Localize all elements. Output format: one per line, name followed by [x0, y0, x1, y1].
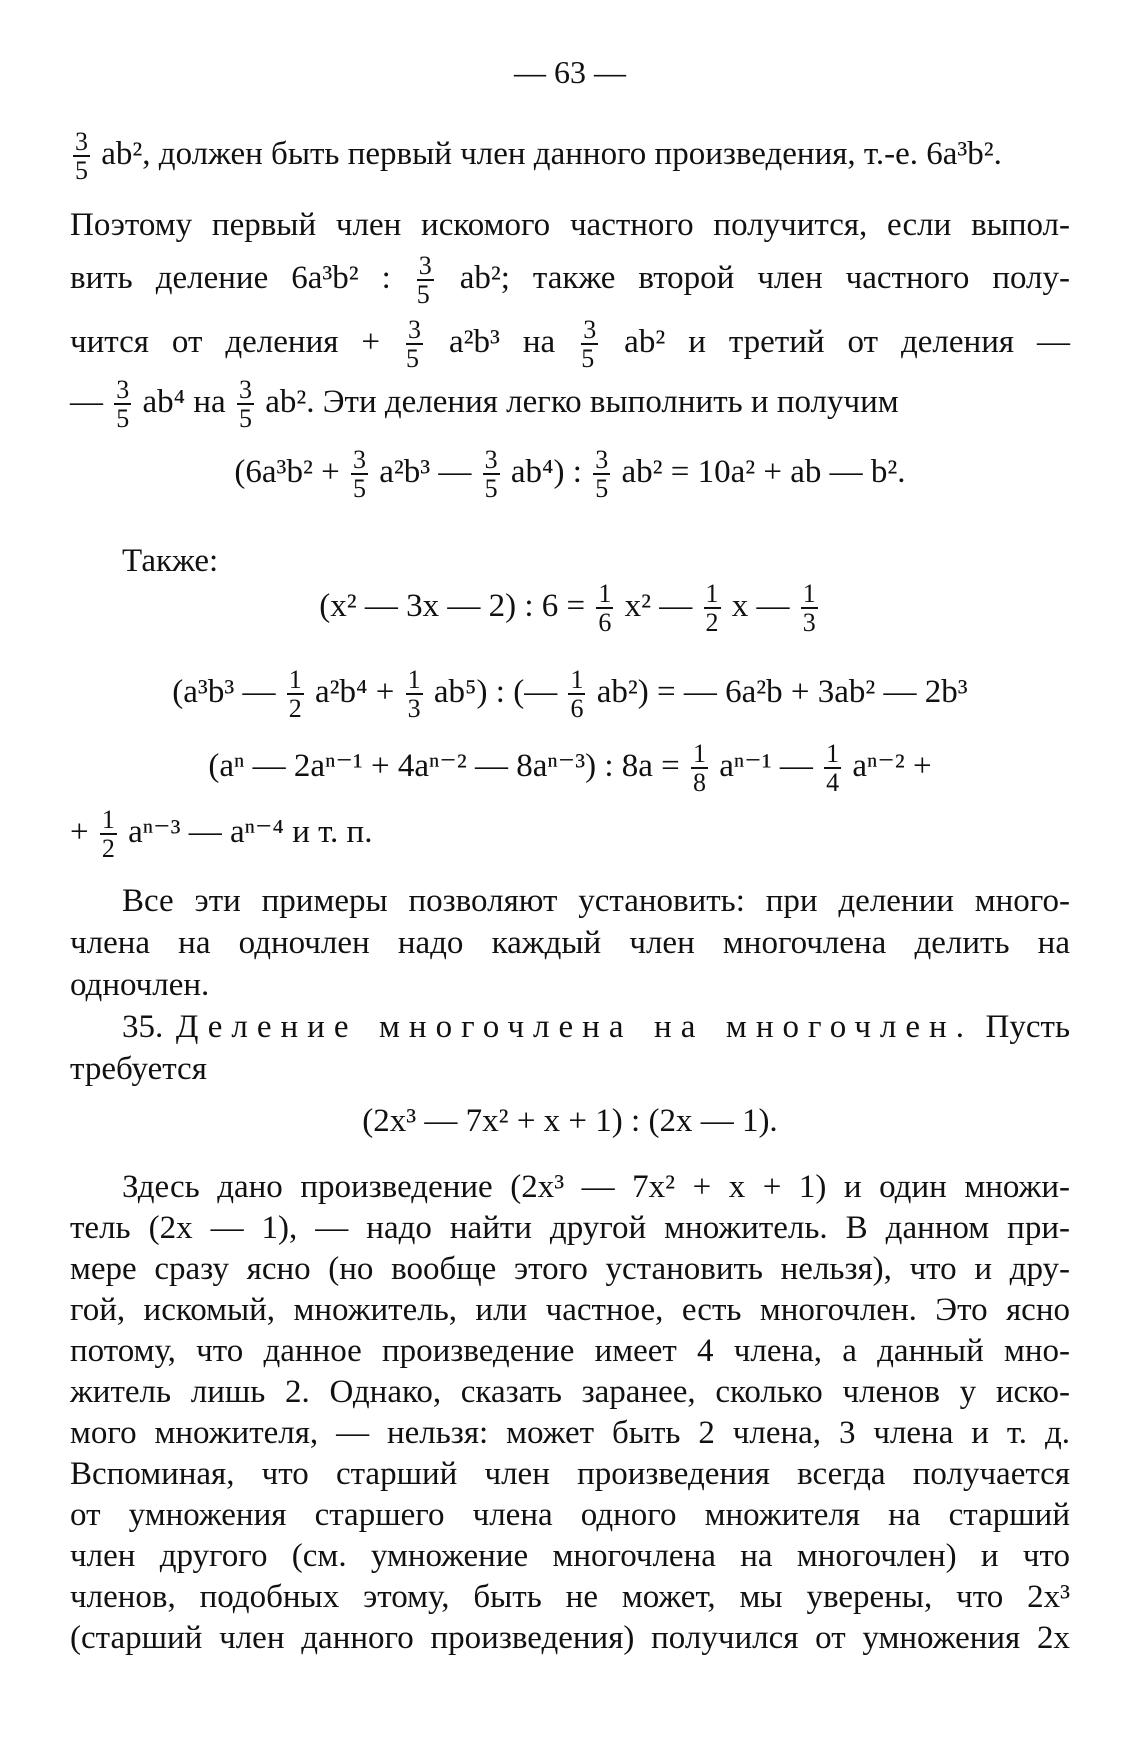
text-line-13: Все эти примеры позволяют установить: при делении много- — [122, 883, 1070, 919]
text-line-4: чится от деления + $\frac{3}{5}$ a²b³ на $\frac{3}{5}$ ab² и третий от деления — — [70, 315, 1071, 374]
formula-6: (2x³ — 7x² + x + 1) : (2x — 1). — [362, 1103, 778, 1139]
page-number: — 63 — — [514, 54, 626, 90]
text-line-p2: тель (2x — 1), — надо найти другой множитель. В данном при- — [70, 1210, 1070, 1246]
text-line-p10: член другого (см. умножение многочлена на многочлен) и что — [70, 1538, 1070, 1574]
section-title: Деление многочлена на многочлен. — [175, 1009, 973, 1045]
fraction: $\frac{3}{5}$ — [75, 127, 88, 186]
text-line-p12: (старший член данного произведения) получился от умножения 2x — [70, 1620, 1070, 1656]
text-line-p6: житель лишь 2. Однако, сказать заранее, сколько членов у иско- — [70, 1374, 1070, 1410]
text-line-p9: от умножения старшего члена одного множителя на старший — [70, 1497, 1070, 1533]
text-line-3: вить деление 6a³b² : $\frac{3}{5}$ ab²; также второй член частного полу- — [70, 251, 1071, 310]
text-line-p4: гой, искомый, множитель, или частное, есть многочлен. Это ясно — [70, 1292, 1070, 1328]
text-line-17: требуется — [70, 1051, 207, 1087]
section-heading-35: 35. Деление многочлена на многочлен. Пусть — [122, 1009, 1070, 1045]
text-line-p7: мого множителя, — нельзя: может быть 2 члена, 3 члена и т. д. — [70, 1415, 1070, 1451]
formula-2: (x² — 3x — 2) : 6 = $\frac{1}{6}$ x² — $\frac{1}{2}$ x — $\frac{1}{3}$ — [319, 579, 816, 638]
text-line-p11: членов, подобных этому, быть не может, мы уверены, что 2x³ — [70, 1579, 1070, 1615]
text-line-p3: мере сразу ясно (но вообще этого установить нельзя), что и дру- — [70, 1251, 1070, 1287]
text-line-p1: Здесь дано произведение (2x³ — 7x² + x + 1) и один множи- — [122, 1169, 1070, 1205]
text-line-15: одночлен. — [70, 967, 210, 1003]
text-line-2: Поэтому первый член искомого частного получится, если выпол- — [70, 207, 1070, 243]
text-line-p8: Вспоминая, что старший член произведения всегда получается — [70, 1456, 1070, 1492]
text-line-14: члена на одночлен надо каждый член многочлена делить на — [70, 925, 1070, 961]
formula-1: (6a³b² + $\frac{3}{5}$ a²b³ — $\frac{3}{5}$ ab⁴) : $\frac{3}{5}$ ab² = 10a² + ab — b². — [234, 445, 906, 504]
formula-5: + $\frac{1}{2}$ aⁿ⁻³ — aⁿ⁻⁴ и т. п. — [70, 805, 373, 864]
formula-3: (a³b³ — $\frac{1}{2}$ a²b⁴ + $\frac{1}{3}$ ab⁵) : (— $\frac{1}{6}$ ab²) = — 6a²b + 3ab² — 2b³ — [172, 665, 968, 724]
also-label: Также: — [122, 543, 219, 579]
text-line-1: $\frac{3}{5}$ ab², должен быть первый член данного произведения, т.-е. 6a³b². — [75, 127, 1002, 186]
text-line-p5: потому, что данное произведение имеет 4 члена, а данный мно- — [70, 1333, 1070, 1369]
formula-4: (aⁿ — 2aⁿ⁻¹ + 4aⁿ⁻² — 8aⁿ⁻³) : 8a = $\frac{1}{8}$ aⁿ⁻¹ — $\frac{1}{4}$ aⁿ⁻² + — [208, 739, 932, 798]
text-line-5: — $\frac{3}{5}$ ab⁴ на $\frac{3}{5}$ ab². Эти деления легко выполнить и получим — [70, 375, 899, 434]
